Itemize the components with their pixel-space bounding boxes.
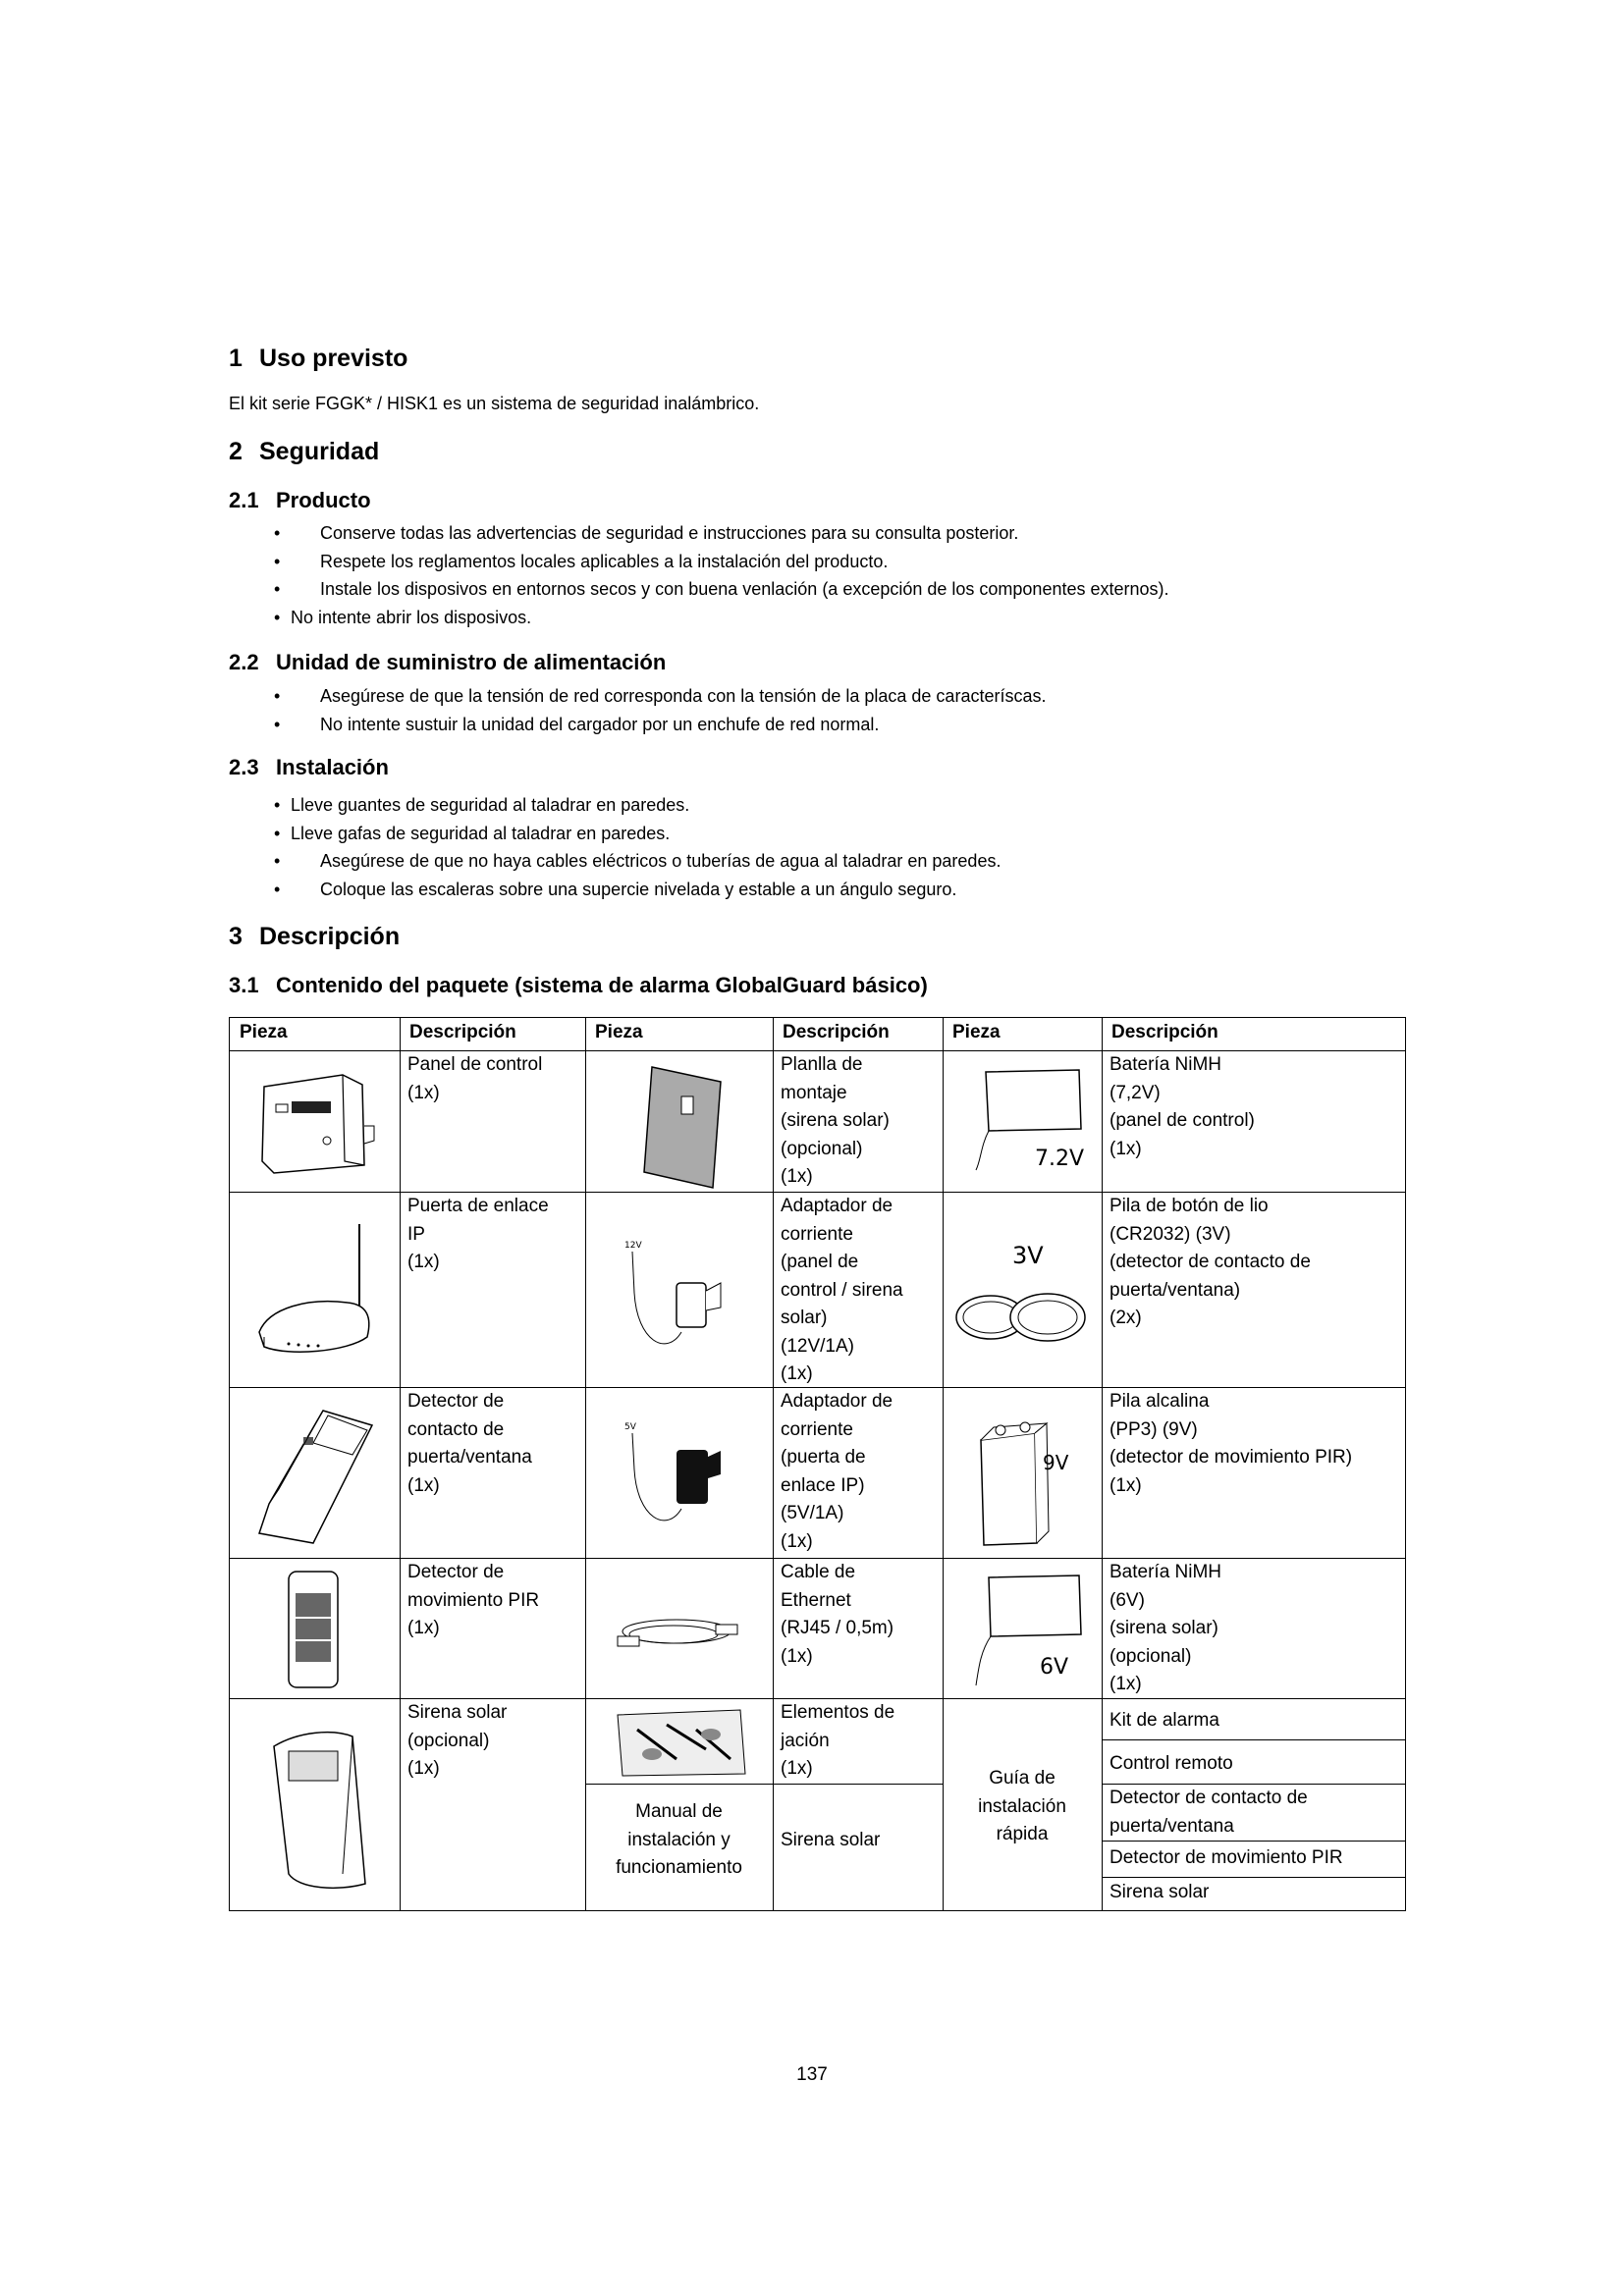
desc-cable-ethernet: Cable de Ethernet (RJ45 / 0,5m) (1x) [781, 1562, 894, 1667]
contact-detector-icon [244, 1396, 392, 1553]
desc-adaptador-5v: Adaptador de corriente (puerta de enlace IP) (5V/1A) (1x) [781, 1391, 893, 1552]
heading-producto: 2.1 Producto [229, 488, 371, 512]
heading-uso-previsto: 1 Uso previsto [229, 345, 408, 372]
manual-descripcion: Sirena solar [781, 1830, 881, 1850]
pir-detector-icon [274, 1564, 352, 1693]
desc-bateria-6v: Batería NiMH (6V) (sirena solar) (opcional) (1x) [1110, 1562, 1222, 1694]
heading-contenido-paquete: 3.1 Contenido del paquete (sistema de alarma GlobalGuard básico) [229, 973, 928, 997]
desc-elementos-fijacion: Elementos de jación (1x) [781, 1702, 895, 1779]
battery-9v-icon [966, 1406, 1074, 1553]
desc-puerta-enlace: Puerta de enlace IP (1x) [407, 1196, 549, 1272]
header-pieza-1: Pieza [240, 1022, 288, 1042]
ethernet-cable-icon [603, 1587, 750, 1676]
guide-item-contacto: Detector de contacto de puerta/ventana [1110, 1788, 1308, 1837]
desc-detector-contacto: Detector de contacto de puerta/ventana (1x) [407, 1391, 532, 1496]
guia-instalacion-rapida: Guía de instalación rápida [978, 1768, 1066, 1844]
battery-6v-icon [951, 1568, 1099, 1695]
desc-pila-alcalina: Pila alcalina (PP3) (9V) (detector de movimiento PIR) (1x) [1110, 1391, 1353, 1496]
battery-72v-icon [951, 1062, 1099, 1190]
heading-instalacion: 2.3 Instalación [229, 755, 389, 779]
header-descripcion-1: Descripción [409, 1022, 516, 1042]
power-adapter-5v-icon [623, 1415, 731, 1553]
desc-plantilla-montaje: Planlla de montaje (sirena solar) (opcional) (1x) [781, 1054, 890, 1187]
guide-item-movimiento: Detector de movimiento PIR [1110, 1847, 1343, 1868]
solar-siren-icon [259, 1717, 372, 1894]
battery-9v-label: 9V [1043, 1451, 1069, 1474]
header-pieza-2: Pieza [595, 1022, 643, 1042]
power-adapter-12v-icon [623, 1234, 731, 1381]
guide-item-control: Control remoto [1110, 1753, 1233, 1774]
uso-previsto-text: El kit serie FGGK* / HISK1 es un sistema de seguridad inalámbrico. [229, 394, 760, 413]
mounting-plate-icon [623, 1062, 740, 1190]
adapter-12v-label: 12V [624, 1241, 642, 1251]
coin-battery-icon [951, 1239, 1099, 1366]
battery-6v-label: 6V [1040, 1655, 1069, 1680]
heading-descripcion: 3 Descripción [229, 923, 401, 950]
desc-panel-control: Panel de control (1x) [407, 1054, 543, 1103]
fixing-elements-icon [608, 1705, 750, 1779]
ip-gateway-icon [249, 1204, 382, 1376]
desc-adaptador-12v: Adaptador de corriente (panel de control / sirena solar) (12V/1A) (1x) [781, 1196, 903, 1384]
heading-alimentacion: 2.2 Unidad de suministro de alimentación [229, 650, 667, 674]
header-descripcion-3: Descripción [1111, 1022, 1218, 1042]
document-page: 1 Uso previsto El kit serie FGGK* / HISK1 es un sistema de seguridad inalámbrico. 2 Seguridad 2.1 Producto • Conserve todas las advertencias de seguridad e instrucciones para su consulta posterior. • Respete los reglamentos locales aplicables a la instalación del producto. • Instale los disposivos en entornos secos y con buena venlación (a excepción de los componentes externos). • No intente abrir los disposivos. 2.2 Unidad de suministro de alimentación • Asegúrese de que la tensión de red corresponda con la tensión de la placa de caracteríscas. • No intente sustuir la unidad del cargador por un enchufe de red normal. 2.3 Instalación • Lleve guantes de seguridad al taladrar en paredes. • Lleve gafas de seguridad al taladrar en paredes. • Asegúrese de que no haya cables eléctricos o tuberías de agua al taladrar en paredes. • Coloque las escaleras sobre una supercie nivelada y estable a un ángulo seguro. 3 Descripción 3.1 Contenido del paquete (sistema de alarma GlobalGuard básico) Pieza Descripción Pieza Descripción Pieza Descripción Panel de control (1x) Puerta de enlace IP (1x) Detector de contacto de puerta/ventana (1x) Detector de movimiento PIR (1x) Sirena solar (opcional) (1x) Planlla de montaje (sirena solar) (opcional) (1x) Adaptador de corriente (panel de control / sirena solar) (12V/1A) (1x) Adaptador de corriente (puerta de enlace IP) (5V/1A) (1x) Cable de Ethernet (RJ45 / 0,5m) (1x) Elementos de jación (1x) Manual de instalación y funcionamiento Sirena solar Batería NiMH (7,2V) (panel de control) (1x) Pila de botón de lio (CR2032) (3V) (detector de contacto de puerta/ventana) (2x) Pila alcalina (PP3) (9V) (detector de movimiento PIR) (1x) Batería NiMH (6V) (sirena solar) (opcional) (1x) Guía de instalación rápida Kit de alarma Control remoto Detector de contacto de puerta/ventana Detector de movimiento PIR Sirena solar 12V 5V 7.2V 3V 9V 6V 137 [0, 0, 1624, 2296]
heading-seguridad: 2 Seguridad [229, 438, 380, 465]
guide-item-sirena: Sirena solar [1110, 1882, 1210, 1902]
page-number: 137 [796, 2064, 828, 2085]
guide-item-kit: Kit de alarma [1110, 1710, 1219, 1731]
desc-pila-boton: Pila de botón de lio (CR2032) (3V) (detector de contacto de puerta/ventana) (2x) [1110, 1196, 1311, 1328]
coin-battery-label: 3V [1012, 1242, 1044, 1269]
package-contents-table [229, 1017, 1406, 1911]
manual-instalacion: Manual de instalación y funcionamiento [616, 1801, 742, 1878]
adapter-5v-label: 5V [624, 1422, 636, 1432]
battery-72v-label: 7.2V [1035, 1147, 1085, 1171]
control-panel-icon [254, 1067, 377, 1180]
desc-bateria-72v: Batería NiMH (7,2V) (panel de control) (1x) [1110, 1054, 1255, 1159]
desc-detector-movimiento: Detector de movimiento PIR (1x) [407, 1562, 540, 1638]
header-descripcion-2: Descripción [783, 1022, 890, 1042]
desc-sirena-solar: Sirena solar (opcional) (1x) [407, 1702, 508, 1779]
header-pieza-3: Pieza [952, 1022, 1001, 1042]
